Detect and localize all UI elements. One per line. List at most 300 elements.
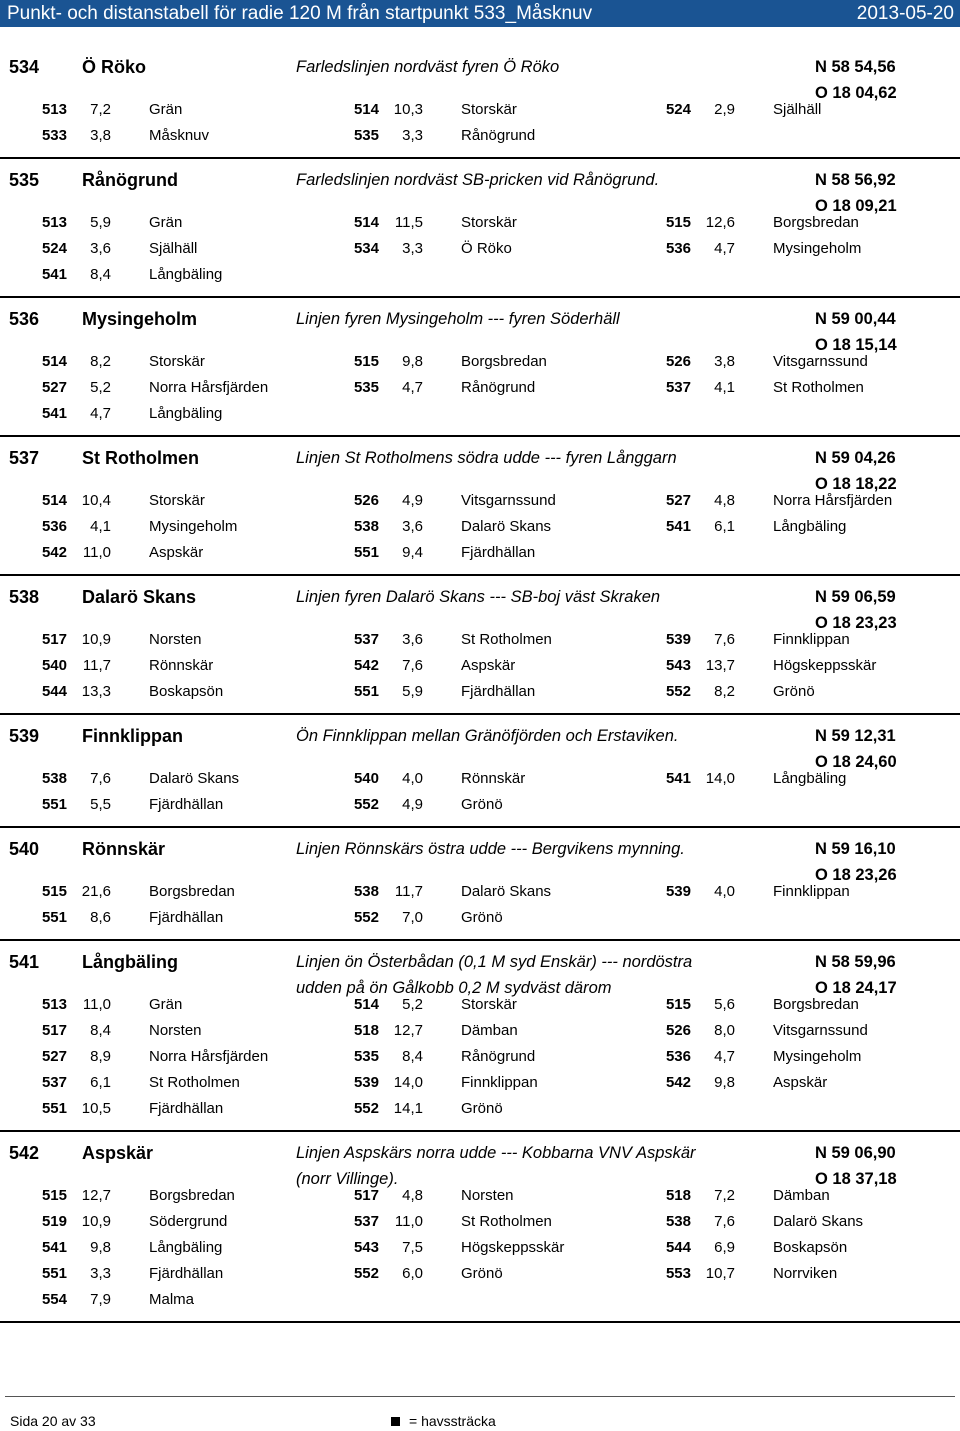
- distance-value: 4,0: [714, 883, 735, 900]
- table-row: [0, 906, 960, 932]
- distance-value: 11,0: [394, 1213, 423, 1230]
- distance-value: 13,3: [81, 683, 111, 700]
- table-row: [0, 541, 960, 567]
- point-name: Dalarö Skans: [149, 770, 240, 787]
- section-description: Linjen ön Österbådan (0,1 M syd Enskär) --- nordöstra: [296, 953, 693, 971]
- distance-value: 3,8: [714, 353, 735, 370]
- section-description: Ön Finnklippan mellan Gränöfjörden och Erstaviken.: [296, 727, 679, 745]
- distance-value: 14,0: [705, 770, 735, 787]
- table-row: [0, 1288, 960, 1314]
- point-name: St Rotholmen: [461, 631, 552, 648]
- point-name: Långbäling: [149, 1239, 223, 1256]
- point-section: [0, 576, 960, 715]
- section-name: St Rotholmen: [82, 448, 199, 468]
- table-row: [0, 1045, 960, 1071]
- table-row: [0, 1184, 960, 1210]
- point-number: 542: [41, 544, 67, 561]
- section-name: Mysingeholm: [82, 309, 198, 329]
- point-name: Själhäll: [773, 101, 822, 118]
- distance-value: 12,6: [705, 214, 735, 231]
- distance-value: 7,5: [402, 1239, 423, 1256]
- point-number: 517: [41, 631, 67, 648]
- distance-value: 4,0: [402, 770, 423, 787]
- distance-value: 8,2: [714, 683, 735, 700]
- longitude: O 18 18,22: [815, 475, 897, 493]
- point-name: Boskapsön: [773, 1239, 848, 1256]
- point-number: 553: [665, 1265, 691, 1282]
- distance-value: 7,0: [402, 909, 423, 926]
- point-name: Fjärdhällan: [461, 544, 536, 561]
- table-row: [0, 1019, 960, 1045]
- distance-value: 8,9: [90, 1048, 111, 1065]
- point-name: Borgsbredan: [461, 353, 547, 370]
- longitude: O 18 23,26: [815, 866, 897, 884]
- section-header: [0, 298, 960, 354]
- point-name: Långbäling: [773, 518, 847, 535]
- point-name: Grönö: [773, 683, 815, 700]
- point-number: 542: [665, 1074, 691, 1091]
- distance-value: 3,6: [402, 631, 423, 648]
- table-row: [0, 211, 960, 237]
- point-number: 524: [665, 101, 691, 118]
- section-description: Linjen fyren Dalarö Skans --- SB-boj väst Skraken: [296, 588, 661, 606]
- point-number: 513: [41, 996, 67, 1013]
- distance-value: 7,6: [714, 631, 735, 648]
- point-number: 552: [353, 1265, 379, 1282]
- point-number: 554: [41, 1291, 67, 1308]
- distance-value: 8,4: [90, 1022, 111, 1039]
- point-number: 552: [353, 1100, 379, 1117]
- point-number: 536: [41, 518, 67, 535]
- distance-value: 4,7: [90, 405, 111, 422]
- header-bar: [0, 0, 960, 27]
- point-name: Aspskär: [773, 1074, 828, 1091]
- distance-value: 3,3: [402, 127, 423, 144]
- point-name: Långbäling: [149, 266, 223, 283]
- point-name: Norrviken: [773, 1265, 838, 1282]
- point-number: 541: [41, 1239, 67, 1256]
- point-number: 543: [353, 1239, 379, 1256]
- legend-text: = havssträcka: [409, 1413, 496, 1429]
- distance-value: 10,4: [81, 492, 111, 509]
- date-label: 2013-05-20: [856, 3, 954, 24]
- distance-value: 4,9: [402, 796, 423, 813]
- section-name: Dalarö Skans: [82, 587, 197, 607]
- table-row: [0, 880, 960, 906]
- section-name: Ö Röko: [82, 57, 147, 77]
- point-name: Långbäling: [773, 770, 847, 787]
- section-header: [0, 159, 960, 215]
- point-number: 535: [353, 379, 379, 396]
- point-number: 539: [665, 883, 691, 900]
- section-description: Farledslinjen nordväst SB-pricken vid Rånögrund.: [296, 171, 660, 189]
- point-number: 514: [41, 492, 67, 509]
- table-row: [0, 1071, 960, 1097]
- distance-value: 4,7: [402, 379, 423, 396]
- point-section: [0, 828, 960, 941]
- distance-value: 8,0: [714, 1022, 735, 1039]
- point-number: 515: [41, 1187, 67, 1204]
- distance-value: 4,9: [402, 492, 423, 509]
- distance-value: 4,8: [402, 1187, 423, 1204]
- point-name: Fjärdhällan: [149, 909, 224, 926]
- distance-value: 8,2: [90, 353, 111, 370]
- distance-value: 3,3: [402, 240, 423, 257]
- table-row: [0, 767, 960, 793]
- distance-value: 5,5: [90, 796, 111, 813]
- point-number: 527: [41, 1048, 67, 1065]
- point-section: [0, 159, 960, 298]
- point-number: 541: [665, 770, 691, 787]
- table-row: [0, 263, 960, 289]
- footer-divider: [5, 1396, 955, 1397]
- point-section: [0, 437, 960, 576]
- distance-value: 13,7: [705, 657, 735, 674]
- table-row: [0, 1262, 960, 1288]
- point-number: 543: [665, 657, 691, 674]
- point-name: St Rotholmen: [773, 379, 864, 396]
- point-number: 541: [665, 518, 691, 535]
- point-name: Finnklippan: [773, 631, 850, 648]
- latitude: N 59 06,90: [815, 1144, 896, 1162]
- point-name: Borgsbredan: [773, 214, 859, 231]
- point-name: Norsten: [461, 1187, 514, 1204]
- distance-value: 7,6: [402, 657, 423, 674]
- sea-distance-square-icon: [391, 1417, 400, 1426]
- table-row: [0, 489, 960, 515]
- point-number: 544: [41, 683, 67, 700]
- point-number: 541: [41, 266, 67, 283]
- point-name: Norra Hårsfjärden: [773, 492, 893, 509]
- page-title: Punkt- och distanstabell för radie 120 M från startpunkt 533_Måsknuv: [7, 3, 593, 24]
- distance-value: 5,9: [90, 214, 111, 231]
- table-row: [0, 124, 960, 150]
- point-section: [0, 1132, 960, 1323]
- distance-value: 10,9: [81, 631, 111, 648]
- distance-value: 9,4: [402, 544, 423, 561]
- distance-value: 6,1: [90, 1074, 111, 1091]
- table-row: [0, 515, 960, 541]
- point-name: Vitsgarnssund: [773, 353, 868, 370]
- point-name: Rånögrund: [461, 379, 536, 396]
- point-number: 526: [665, 1022, 691, 1039]
- point-number: 544: [665, 1239, 691, 1256]
- point-name: Rånögrund: [461, 127, 536, 144]
- section-header: [0, 46, 960, 102]
- latitude: N 58 59,96: [815, 953, 896, 971]
- point-number: 514: [353, 101, 379, 118]
- point-number: 538: [41, 770, 67, 787]
- longitude: O 18 04,62: [815, 84, 897, 102]
- table-row: [0, 350, 960, 376]
- point-table: [0, 46, 960, 1323]
- point-number: 551: [41, 909, 67, 926]
- section-name: Rönnskär: [82, 839, 166, 859]
- point-number: 526: [353, 492, 379, 509]
- page-number: Sida 20 av 33: [10, 1413, 96, 1429]
- point-name: Dämban: [773, 1187, 830, 1204]
- section-number: 542: [9, 1143, 40, 1163]
- distance-value: 2,9: [714, 101, 735, 118]
- point-name: Borgsbredan: [773, 996, 859, 1013]
- table-row: [0, 402, 960, 428]
- section-header: [0, 828, 960, 884]
- point-name: Dalarö Skans: [773, 1213, 864, 1230]
- point-name: Ö Röko: [461, 240, 512, 257]
- point-number: 541: [41, 405, 67, 422]
- point-name: Mysingeholm: [773, 240, 862, 257]
- section-header: [0, 437, 960, 493]
- point-name: Fjärdhällan: [149, 1265, 224, 1282]
- point-number: 515: [353, 353, 379, 370]
- distance-value: 11,7: [82, 657, 111, 674]
- section-header: [0, 941, 960, 997]
- point-number: 515: [665, 214, 691, 231]
- longitude: O 18 37,18: [815, 1170, 897, 1188]
- latitude: N 59 06,59: [815, 588, 896, 606]
- distance-value: 3,6: [90, 240, 111, 257]
- point-name: Mysingeholm: [149, 518, 238, 535]
- distance-value: 7,9: [90, 1291, 111, 1308]
- section-header: [0, 715, 960, 771]
- point-name: Fjärdhällan: [149, 796, 224, 813]
- longitude: O 18 09,21: [815, 197, 897, 215]
- section-description: Linjen Aspskärs norra udde --- Kobbarna VNV Aspskär: [296, 1144, 696, 1162]
- section-description: (norr Villinge).: [296, 1170, 399, 1188]
- section-number: 537: [9, 448, 40, 468]
- distance-value: 5,9: [402, 683, 423, 700]
- section-description: udden på ön Gålkobb 0,2 M sydväst därom: [296, 979, 612, 997]
- distance-value: 21,6: [81, 883, 111, 900]
- point-number: 534: [353, 240, 379, 257]
- point-name: Dalarö Skans: [461, 883, 552, 900]
- point-number: 538: [665, 1213, 691, 1230]
- latitude: N 58 54,56: [815, 58, 896, 76]
- distance-value: 9,8: [714, 1074, 735, 1091]
- section-description: Farledslinjen nordväst fyren Ö Röko: [296, 58, 560, 76]
- point-number: 539: [665, 631, 691, 648]
- point-number: 513: [41, 101, 67, 118]
- point-number: 514: [41, 353, 67, 370]
- distance-value: 8,6: [90, 909, 111, 926]
- section-number: 541: [9, 952, 40, 972]
- section-name: Finnklippan: [82, 726, 183, 746]
- point-number: 552: [353, 796, 379, 813]
- point-number: 551: [41, 796, 67, 813]
- table-row: [0, 993, 960, 1019]
- table-row: [0, 654, 960, 680]
- section-name: Långbäling: [82, 952, 178, 972]
- section-number: 540: [9, 839, 40, 859]
- section-header: [0, 1132, 960, 1188]
- point-number: 552: [665, 683, 691, 700]
- point-name: Fjärdhällan: [461, 683, 536, 700]
- point-number: 538: [353, 518, 379, 535]
- point-name: St Rotholmen: [149, 1074, 240, 1091]
- section-header: [0, 576, 960, 632]
- latitude: N 59 16,10: [815, 840, 896, 858]
- distance-value: 14,1: [393, 1100, 423, 1117]
- distance-value: 5,6: [714, 996, 735, 1013]
- point-number: 540: [41, 657, 67, 674]
- point-name: St Rotholmen: [461, 1213, 552, 1230]
- point-number: 517: [41, 1022, 67, 1039]
- point-number: 518: [353, 1022, 379, 1039]
- distance-value: 9,8: [402, 353, 423, 370]
- point-number: 518: [665, 1187, 691, 1204]
- section-number: 535: [9, 170, 40, 190]
- distance-value: 9,8: [90, 1239, 111, 1256]
- point-name: Mysingeholm: [773, 1048, 862, 1065]
- table-row: [0, 680, 960, 706]
- distance-value: 6,1: [714, 518, 735, 535]
- section-description: Linjen Rönnskärs östra udde --- Bergvikens mynning.: [296, 840, 685, 858]
- section-number: 538: [9, 587, 40, 607]
- distance-value: 6,0: [402, 1265, 423, 1282]
- section-description: Linjen fyren Mysingeholm --- fyren Söderhäll: [296, 310, 620, 328]
- table-row: [0, 793, 960, 819]
- distance-value: 4,7: [714, 240, 735, 257]
- section-divider: [0, 1321, 960, 1323]
- section-name: Rånögrund: [82, 170, 178, 190]
- latitude: N 58 56,92: [815, 171, 896, 189]
- longitude: O 18 24,60: [815, 753, 897, 771]
- point-name: Grän: [149, 996, 183, 1013]
- distance-value: 12,7: [81, 1187, 111, 1204]
- point-number: 524: [41, 240, 67, 257]
- point-name: Grönö: [461, 1100, 503, 1117]
- point-name: Finnklippan: [461, 1074, 538, 1091]
- point-name: Borgsbredan: [149, 1187, 235, 1204]
- point-name: Grän: [149, 101, 183, 118]
- point-number: 551: [353, 544, 379, 561]
- distance-value: 14,0: [393, 1074, 423, 1091]
- distance-value: 3,8: [90, 127, 111, 144]
- distance-value: 10,5: [81, 1100, 111, 1117]
- distance-value: 3,3: [90, 1265, 111, 1282]
- point-name: Själhäll: [149, 240, 198, 257]
- point-number: 519: [41, 1213, 67, 1230]
- point-name: Grönö: [461, 909, 503, 926]
- distance-value: 3,6: [402, 518, 423, 535]
- distance-value: 8,4: [402, 1048, 423, 1065]
- table-row: [0, 1210, 960, 1236]
- point-name: Långbäling: [149, 405, 223, 422]
- distance-value: 4,8: [714, 492, 735, 509]
- distance-value: 10,3: [393, 101, 423, 118]
- point-name: Rånögrund: [461, 1048, 536, 1065]
- longitude: O 18 23,23: [815, 614, 897, 632]
- point-number: 537: [353, 631, 379, 648]
- point-number: 533: [41, 127, 67, 144]
- point-name: Norra Hårsfjärden: [149, 1048, 269, 1065]
- table-row: [0, 628, 960, 654]
- point-number: 540: [353, 770, 379, 787]
- point-name: Grönö: [461, 796, 503, 813]
- point-name: Norsten: [149, 1022, 202, 1039]
- point-number: 514: [353, 996, 379, 1013]
- table-row: [0, 237, 960, 263]
- distance-value: 4,1: [714, 379, 735, 396]
- point-name: Fjärdhällan: [149, 1100, 224, 1117]
- point-name: Norra Hårsfjärden: [149, 379, 269, 396]
- latitude: N 59 12,31: [815, 727, 896, 745]
- point-number: 537: [665, 379, 691, 396]
- table-row: [0, 376, 960, 402]
- section-description: Linjen St Rotholmens södra udde --- fyren Långgarn: [296, 449, 677, 467]
- point-name: Norsten: [149, 631, 202, 648]
- section-number: 539: [9, 726, 40, 746]
- point-name: Storskär: [461, 101, 517, 118]
- section-name: Aspskär: [82, 1143, 154, 1163]
- distance-value: 10,7: [705, 1265, 735, 1282]
- point-number: 526: [665, 353, 691, 370]
- distance-value: 7,2: [90, 101, 111, 118]
- point-number: 527: [665, 492, 691, 509]
- distance-value: 11,0: [82, 544, 111, 561]
- point-number: 513: [41, 214, 67, 231]
- point-name: Vitsgarnssund: [773, 1022, 868, 1039]
- point-number: 536: [665, 1048, 691, 1065]
- point-name: Södergrund: [149, 1213, 228, 1230]
- point-number: 552: [353, 909, 379, 926]
- point-number: 551: [41, 1100, 67, 1117]
- point-number: 536: [665, 240, 691, 257]
- point-number: 527: [41, 379, 67, 396]
- section-number: 534: [9, 57, 40, 77]
- distance-value: 10,9: [81, 1213, 111, 1230]
- point-number: 551: [353, 683, 379, 700]
- section-number: 536: [9, 309, 40, 329]
- point-name: Storskär: [461, 996, 517, 1013]
- distance-value: 4,1: [90, 518, 111, 535]
- latitude: N 59 00,44: [815, 310, 896, 328]
- point-name: Måsknuv: [149, 127, 210, 144]
- distance-value: 6,9: [714, 1239, 735, 1256]
- point-name: Vitsgarnssund: [461, 492, 556, 509]
- distance-value: 7,6: [90, 770, 111, 787]
- distance-value: 7,6: [714, 1213, 735, 1230]
- point-number: 538: [353, 883, 379, 900]
- point-section: [0, 715, 960, 828]
- point-number: 535: [353, 127, 379, 144]
- distance-value: 11,5: [394, 214, 423, 231]
- point-name: Storskär: [149, 492, 205, 509]
- table-row: [0, 98, 960, 124]
- distance-value: 11,0: [82, 996, 111, 1013]
- point-name: Rönnskär: [149, 657, 214, 674]
- point-name: Malma: [149, 1291, 195, 1308]
- point-name: Aspskär: [149, 544, 204, 561]
- point-name: Dämban: [461, 1022, 518, 1039]
- longitude: O 18 15,14: [815, 336, 897, 354]
- point-name: Grän: [149, 214, 183, 231]
- point-number: 537: [41, 1074, 67, 1091]
- distance-value: 5,2: [402, 996, 423, 1013]
- point-number: 517: [353, 1187, 379, 1204]
- point-number: 515: [665, 996, 691, 1013]
- point-number: 542: [353, 657, 379, 674]
- point-number: 535: [353, 1048, 379, 1065]
- table-row: [0, 1236, 960, 1262]
- point-name: Storskär: [149, 353, 205, 370]
- latitude: N 59 04,26: [815, 449, 896, 467]
- point-name: Högskeppsskär: [461, 1239, 565, 1256]
- point-name: Grönö: [461, 1265, 503, 1282]
- point-number: 537: [353, 1213, 379, 1230]
- point-section: [0, 46, 960, 159]
- distance-value: 12,7: [393, 1022, 423, 1039]
